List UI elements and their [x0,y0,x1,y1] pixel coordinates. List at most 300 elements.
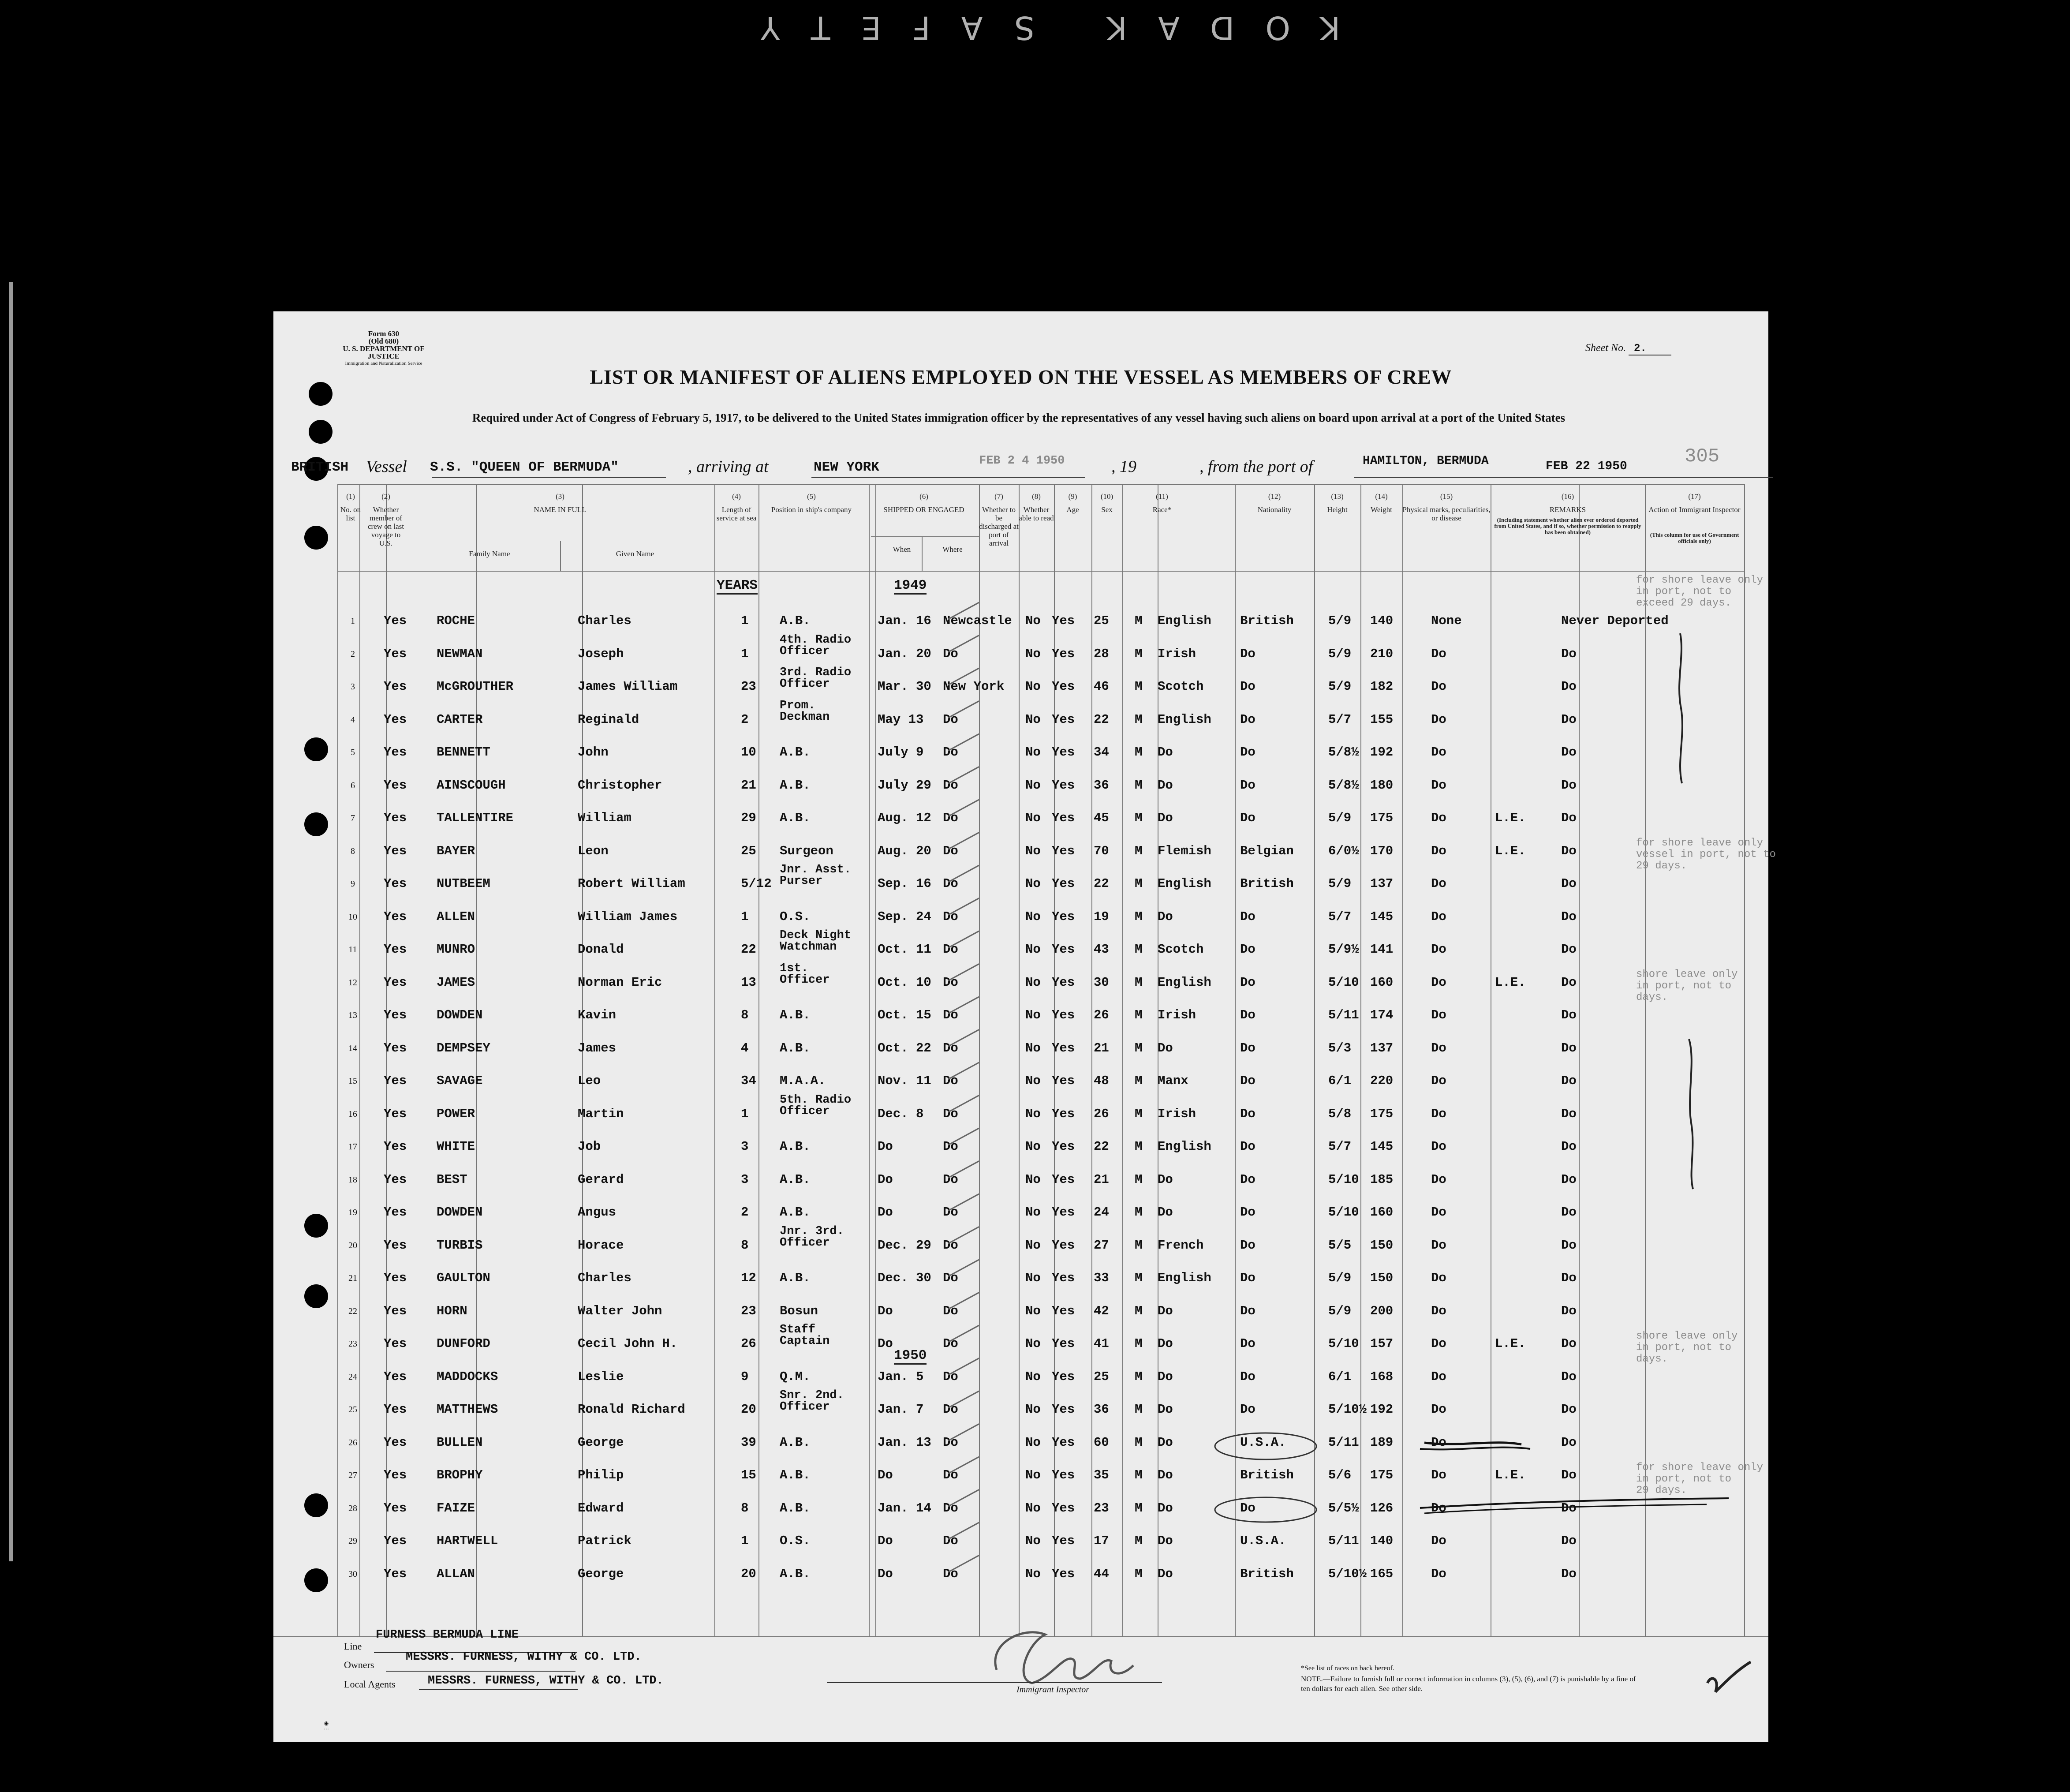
cell-given: Walter John [578,1303,662,1318]
cell-given: Christopher [578,778,662,793]
tick-mark [948,865,979,882]
cell-disch: No [1025,1172,1041,1187]
cell-crew: Yes [384,1566,407,1581]
cell-weight: 170 [1370,843,1394,858]
cell-where: Do [943,1435,958,1450]
cell-where: Do [943,1172,958,1187]
cell-height: 5/9 [1328,646,1352,661]
cell-position: A.B. [780,1271,811,1285]
cell-remarks: Do [1561,1303,1577,1318]
cell-remarks: Do [1561,1336,1577,1351]
cell-race: Do [1158,778,1173,793]
cell-sex: M [1135,1468,1143,1482]
cell-position: A.B. [780,1205,811,1220]
cell-height: 6/0½ [1328,843,1359,858]
cell-age: 26 [1094,1106,1109,1121]
cell-sex: M [1135,942,1143,957]
cell-where: Do [943,1468,958,1482]
cell-where: Do [943,646,958,661]
cell-given: Norman Eric [578,975,662,990]
cell-crew: Yes [384,1435,407,1450]
cell-service: 25 [741,843,756,858]
line-value: FURNESS BERMUDA LINE [376,1628,519,1642]
year-1950-marker: 1950 [894,1348,927,1365]
cell-position: A.B. [780,1500,811,1515]
cell-given: Martin [578,1106,624,1121]
cell-crew: Yes [384,1172,407,1187]
cell-remarks: Do [1561,1271,1577,1285]
cell-where: Do [943,1139,958,1154]
header-c14-number: (14) [1375,492,1388,501]
cell-crew: Yes [384,843,407,858]
cell-given: George [578,1435,624,1450]
cell-position-line2: Officer [780,677,830,691]
cell-nat: Do [1240,646,1255,661]
header-c15: Physical marks, peculiarities, or disease [1402,505,1491,522]
tick-mark [948,1358,979,1375]
cell-weight: 137 [1370,876,1394,891]
cell-given: Leon [578,843,609,858]
cell-remarks: Do [1561,1435,1577,1450]
tick-mark [948,1161,979,1178]
cell-crew: Yes [384,1534,407,1548]
cell-given: Joseph [578,646,624,661]
cell-crew: Yes [384,1139,407,1154]
cell-height: 5/9 [1328,1271,1352,1285]
check-ticks [759,594,1014,1586]
row-number: 1 [351,616,355,626]
cell-given: Charles [578,614,631,628]
cell-given: Angus [578,1205,617,1220]
cell-service: 39 [741,1435,756,1450]
cell-race: Do [1158,1303,1173,1318]
signature-line [827,1682,1162,1683]
cell-disch: No [1025,745,1041,759]
cell-remarks: Do [1561,778,1577,793]
cell-crew: Yes [384,712,407,727]
cell-given: James [578,1040,617,1055]
cell-marks: Do [1431,1500,1446,1515]
cell-age: 22 [1094,876,1109,891]
header-c12-number: (12) [1268,492,1281,501]
cell-where: Do [943,1205,958,1220]
cell-family: HORN [437,1303,467,1318]
cell-remarks: Do [1561,1238,1577,1253]
cell-given: Leslie [578,1369,624,1384]
cell-read: Yes [1052,712,1075,727]
cell-when: July 29 [878,778,931,793]
cell-service: 12 [741,1271,756,1285]
cell-family: POWER [437,1106,475,1121]
row-number: 2 [351,649,355,659]
cell-marks: Do [1431,942,1446,957]
cell-read: Yes [1052,1500,1075,1515]
cell-read: Yes [1052,679,1075,694]
cell-sex: M [1135,1271,1143,1285]
cell-family: BAYER [437,843,475,858]
cell-family: AINSCOUGH [437,778,506,793]
cell-disch: No [1025,909,1041,924]
cell-age: 36 [1094,778,1109,793]
cell-weight: 145 [1370,1139,1394,1154]
cell-crew: Yes [384,942,407,957]
cell-height: 5/11 [1328,1435,1359,1450]
cell-marks: Do [1431,1303,1446,1318]
header-c4: Length of service at sea [716,505,757,522]
row-number: 27 [348,1470,357,1480]
cell-position: M.A.A. [780,1074,826,1088]
cell-age: 27 [1094,1238,1109,1253]
cell-weight: 192 [1370,745,1394,759]
cell-sex: M [1135,909,1143,924]
cell-weight: 160 [1370,1205,1394,1220]
header-c6: SHIPPED OR ENGAGED [883,505,964,514]
cell-when: Dec. 8 [878,1106,924,1121]
header-c3b: Given Name [616,550,654,558]
cell-where: Do [943,1402,958,1417]
cell-family: ROCHE [437,614,475,628]
header-c5-number: (5) [807,492,816,501]
cell-le: L.E. [1495,843,1526,858]
cell-given: Ronald Richard [578,1402,685,1417]
cell-le: L.E. [1495,1468,1526,1482]
cell-sex: M [1135,1139,1143,1154]
cell-when: Do [878,1336,893,1351]
vessel-flag: BRITISH [291,460,349,475]
cell-sex: M [1135,1238,1143,1253]
shore-leave-stamp-text: 29 days. [1636,1484,1687,1496]
cell-sex: M [1135,811,1143,825]
cell-disch: No [1025,1336,1041,1351]
tick-mark [948,1128,979,1145]
cell-family: TURBIS [437,1238,483,1253]
cell-marks: Do [1431,1369,1446,1384]
cell-weight: 157 [1370,1336,1394,1351]
cell-marks: Do [1431,811,1446,825]
cell-where: Do [943,778,958,793]
cell-position-line2: Officer [780,1400,830,1414]
tick-mark [948,931,979,948]
header-c4-number: (4) [732,492,741,501]
cell-service: 1 [741,909,749,924]
cell-remarks: Do [1561,1566,1577,1581]
years-marker: YEARS [717,578,758,595]
tick-mark [948,1391,979,1408]
cell-read: Yes [1052,1172,1075,1187]
cell-age: 46 [1094,679,1109,694]
header-c2: Whether member of crew on last voyage to U.S. [367,505,404,547]
cell-family: FAIZE [437,1500,475,1515]
cell-height: 5/8 [1328,1106,1352,1121]
cell-when: Jan. 20 [878,646,931,661]
agents-underline [419,1689,578,1690]
cell-position: Q.M. [780,1369,811,1384]
cell-nat: Do [1240,1271,1255,1285]
tick-mark [948,734,979,751]
cell-given: Job [578,1139,601,1154]
tick-mark [948,898,979,915]
cell-where: Do [943,1500,958,1515]
cell-service: 23 [741,679,756,694]
punch-hole [304,1214,328,1238]
cell-position-line1: 4th. Radio [780,633,852,647]
cell-position: A.B. [780,1172,811,1187]
shore-leave-stamp-text: days. [1636,1353,1668,1365]
arriving-label: , arriving at [688,457,769,476]
cell-disch: No [1025,1008,1041,1022]
column-rule [337,484,338,1637]
cell-service: 34 [741,1074,756,1088]
cell-marks: Do [1431,843,1446,858]
cell-crew: Yes [384,1205,407,1220]
cell-race: Scotch [1158,679,1204,694]
cell-nat: U.S.A. [1240,1435,1286,1450]
shore-leave-stamp-text: shore leave only [1636,1330,1738,1342]
cell-marks: None [1431,614,1462,628]
cell-race: English [1158,712,1211,727]
cell-race: Do [1158,1369,1173,1384]
cell-disch: No [1025,679,1041,694]
cell-sex: M [1135,1402,1143,1417]
sheet-number-label: Sheet No. [1585,342,1626,354]
cell-read: Yes [1052,1106,1075,1121]
cell-crew: Yes [384,1008,407,1022]
cell-family: McGROUTHER [437,679,514,694]
cell-weight: 175 [1370,1106,1394,1121]
form-old-number: (Old 680) [368,337,399,345]
cell-remarks: Do [1561,942,1577,957]
cell-race: Do [1158,1336,1173,1351]
header-c15-number: (15) [1440,492,1453,501]
cell-nat: Do [1240,1500,1255,1515]
cell-family: JAMES [437,975,475,990]
cell-crew: Yes [384,811,407,825]
cell-service: 20 [741,1566,756,1581]
tick-mark [948,668,979,685]
cell-remarks: Do [1561,1040,1577,1055]
cell-family: WHITE [437,1139,475,1154]
cell-given: William [578,811,631,825]
cell-family: TALLENTIRE [437,811,514,825]
cell-where: New York [943,679,1005,694]
cell-position: A.B. [780,1040,811,1055]
cell-read: Yes [1052,646,1075,661]
cell-given: Leo [578,1074,601,1088]
cell-marks: Do [1431,1468,1446,1482]
cell-race: Irish [1158,1106,1196,1121]
cell-when: Oct. 22 [878,1040,931,1055]
cell-race: French [1158,1238,1204,1253]
cell-age: 30 [1094,975,1109,990]
cell-sex: M [1135,975,1143,990]
cell-remarks: Do [1561,1369,1577,1384]
manifest-sheet [273,311,1776,1742]
cell-remarks: Do [1561,876,1577,891]
column-rule [1019,484,1020,1637]
cell-sex: M [1135,1566,1143,1581]
header-subdivider [922,536,923,572]
cell-position-line1: Prom. [780,699,816,712]
manifest-subtitle: Required under Act of Congress of February 5, 1917, to be delivered to the United States immigration officer by the representatives of any vessel having such aliens on board upon arrival at a port of the United States [472,411,1566,424]
cell-age: 21 [1094,1172,1109,1187]
cell-disch: No [1025,975,1041,990]
cell-height: 5/6 [1328,1468,1352,1482]
cell-sex: M [1135,1303,1143,1318]
cell-family: NUTBEEM [437,876,490,891]
cell-given: Gerard [578,1172,624,1187]
year-label: , 19 [1111,457,1136,476]
cell-where: Do [943,975,958,990]
cell-sex: M [1135,679,1143,694]
header-c1-number: (1) [346,492,355,501]
cell-marks: Do [1431,646,1446,661]
cell-position-line1: 3rd. Radio [780,666,852,679]
cell-position-line2: Purser [780,875,823,888]
cell-disch: No [1025,1500,1041,1515]
cell-nat: Do [1240,1205,1255,1220]
cell-height: 5/8½ [1328,745,1359,759]
arrival-date-stamp: FEB 2 4 1950 [979,454,1065,468]
cell-race: Scotch [1158,942,1204,957]
cell-disch: No [1025,876,1041,891]
header-c11: Race* [1152,505,1172,514]
cell-sex: M [1135,712,1143,727]
cell-weight: 192 [1370,1402,1394,1417]
shore-leave-stamp-text: vessel in port, not to [1636,849,1776,860]
cell-family: DUNFORD [437,1336,490,1351]
cell-disch: No [1025,1139,1041,1154]
cell-read: Yes [1052,614,1075,628]
cell-weight: 175 [1370,811,1394,825]
arrival-port-underline [811,477,1085,478]
cell-weight: 141 [1370,942,1394,957]
cell-where: Do [943,1566,958,1581]
cell-crew: Yes [384,1468,407,1482]
cell-when: Jan. 5 [878,1369,924,1384]
cell-disch: No [1025,1303,1041,1318]
cell-read: Yes [1052,1139,1075,1154]
cell-where: Newcastle [943,614,1012,628]
cell-where: Do [943,843,958,858]
cell-nat: British [1240,614,1294,628]
cell-marks: Do [1431,1435,1446,1450]
cell-crew: Yes [384,1106,407,1121]
punch-hole [304,812,328,836]
row-number: 18 [348,1175,357,1185]
cell-when: Sep. 24 [878,909,931,924]
row-number: 4 [351,715,355,725]
cell-age: 45 [1094,811,1109,825]
cell-height: 5/10½ [1328,1402,1367,1417]
punch-hole [304,526,328,550]
tick-mark [948,1260,979,1276]
cell-age: 60 [1094,1435,1109,1450]
cell-disch: No [1025,1238,1041,1253]
tick-mark [948,1293,979,1309]
cell-remarks: Do [1561,745,1577,759]
cell-position: A.B. [780,745,811,759]
cell-marks: Do [1431,975,1446,990]
cell-weight: 145 [1370,909,1394,924]
film-edge-label: KODAK SAFETY [729,9,1341,46]
cell-read: Yes [1052,778,1075,793]
cell-race: Do [1158,1172,1173,1187]
cell-when: Nov. 11 [878,1074,931,1088]
cell-read: Yes [1052,942,1075,957]
cell-sex: M [1135,745,1143,759]
cell-race: Manx [1158,1074,1188,1088]
cell-age: 28 [1094,646,1109,661]
cell-position-line1: Deck Night [780,929,852,942]
shore-leave-stamp-text: for shore leave only [1636,1461,1764,1474]
cell-weight: 168 [1370,1369,1394,1384]
cell-when: Jan. 13 [878,1435,931,1450]
cell-read: Yes [1052,811,1075,825]
shore-leave-stamp-text: in port, not to [1636,1341,1732,1354]
shore-leave-stamp-text: 29 days. [1636,860,1687,872]
cell-sex: M [1135,1106,1143,1121]
cell-position-line1: 1st. [780,961,808,975]
tick-mark [948,636,979,652]
header-c12: Nationality [1257,505,1292,514]
cell-marks: Do [1431,1271,1446,1285]
tick-mark [948,833,979,849]
cell-read: Yes [1052,1040,1075,1055]
cell-family: BULLEN [437,1435,483,1450]
cell-position: A.B. [780,1008,811,1022]
cell-where: Do [943,1369,958,1384]
cell-service: 3 [741,1172,749,1187]
cell-service: 8 [741,1238,749,1253]
cell-family: CARTER [437,712,483,727]
row-number: 20 [348,1240,357,1250]
cell-where: Do [943,1008,958,1022]
form-identifier [333,330,434,367]
cell-disch: No [1025,1369,1041,1384]
cell-read: Yes [1052,1303,1075,1318]
cell-age: 33 [1094,1271,1109,1285]
cell-age: 25 [1094,1369,1109,1384]
cell-marks: Do [1431,1238,1446,1253]
cell-read: Yes [1052,1435,1075,1450]
cell-sex: M [1135,1172,1143,1187]
cell-weight: 126 [1370,1500,1394,1515]
cell-marks: Do [1431,1139,1446,1154]
cell-height: 6/1 [1328,1369,1352,1384]
cell-service: 8 [741,1008,749,1022]
cell-age: 26 [1094,1008,1109,1022]
cell-sex: M [1135,1205,1143,1220]
cell-marks: Do [1431,909,1446,924]
cell-service: 9 [741,1369,749,1384]
cell-remarks: Do [1561,1172,1577,1187]
header-c1: No. on list [340,505,361,522]
row-number: 10 [348,912,357,922]
cell-where: Do [943,876,958,891]
cell-position-line1: 5th. Radio [780,1093,852,1107]
cell-marks: Do [1431,1336,1446,1351]
cell-position: O.S. [780,1534,811,1548]
tick-mark [948,1490,979,1507]
cell-weight: 165 [1370,1566,1394,1581]
departure-port: HAMILTON, BERMUDA [1363,454,1489,468]
header-c16-number: (16) [1561,492,1574,501]
cell-read: Yes [1052,1205,1075,1220]
line-label: Line [344,1641,362,1652]
cell-sex: M [1135,1435,1143,1450]
table-top-rule [337,484,1744,485]
cell-when: July 9 [878,745,924,759]
